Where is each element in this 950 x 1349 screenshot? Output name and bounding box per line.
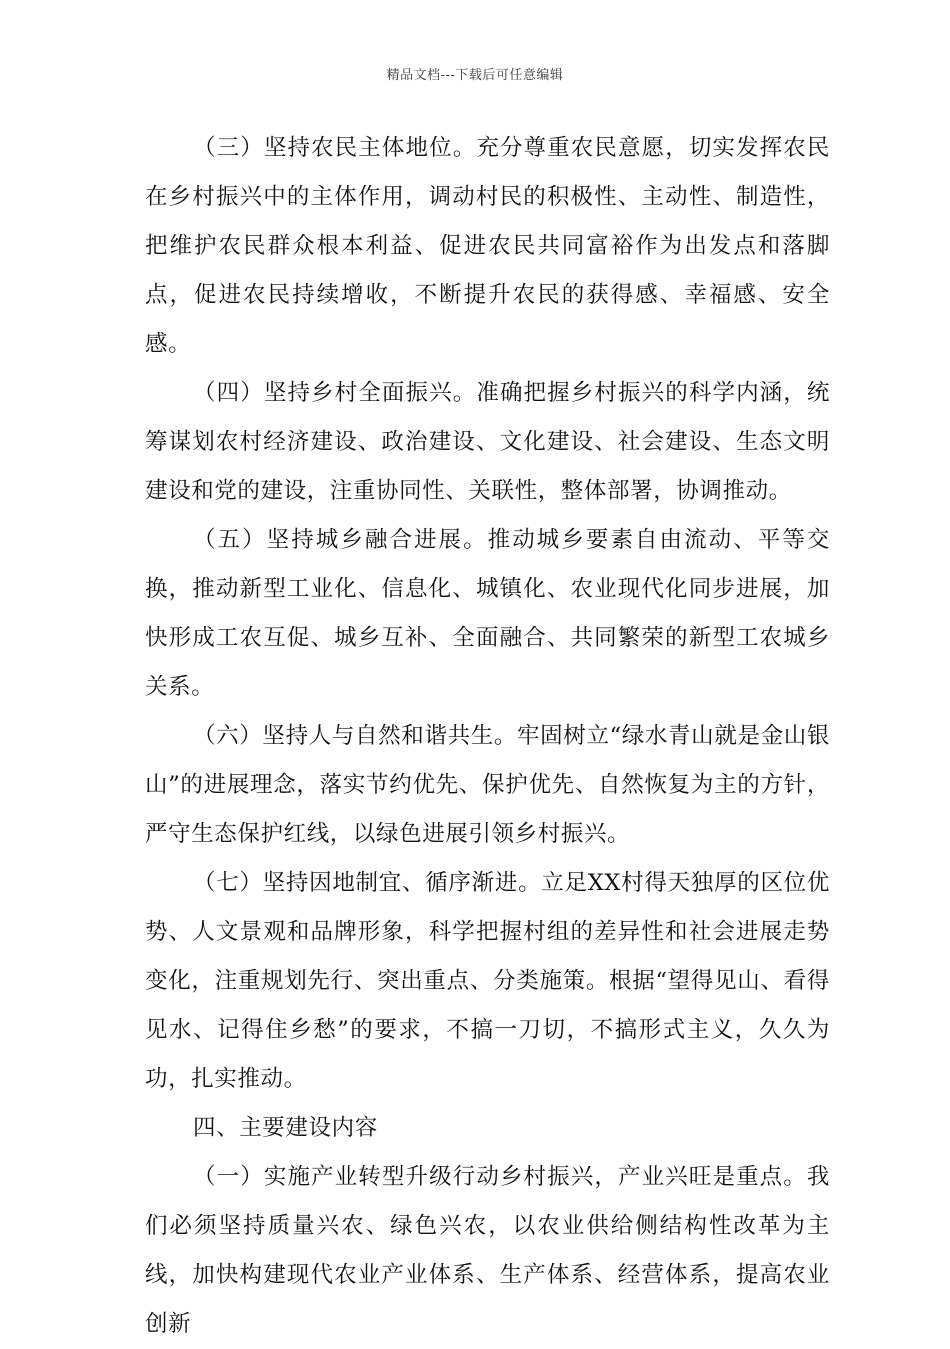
paragraph-principle-7: （七）坚持因地制宜、循序渐进。立足XX村得天独厚的区位优势、人文景观和品牌形象，科学把握村组的差异性和社会进展走势变化，注重规划先行、突出重点、分类施策。根据“望得见山、看得见水、记得住乡愁”的要求，不搞一刀切，不搞形式主义，久久为功，扎实推动。 [145, 870, 830, 1092]
paragraph-principle-3: （三）坚持农民主体地位。充分尊重农民意愿，切实发挥农民在乡村振兴中的主体作用，调动村民的积极性、主动性、制造性，把维护农民群众根本利益、促进农民共同富裕作为出发点和落脚点，促进农民持续增收，不断提升农民的获得感、幸福感、安全感。 [145, 135, 830, 357]
page-header: 精品文档---下载后可任意编辑 [386, 68, 564, 83]
paragraph-principle-6: （六）坚持人与自然和谐共生。牢固树立“绿水青山就是金山银山”的进展理念，落实节约优先、保护优先、自然恢复为主的方针，严守生态保护红线，以绿色进展引领乡村振兴。 [145, 723, 830, 847]
paragraph-content-1: （一）实施产业转型升级行动乡村振兴，产业兴旺是重点。我们必须坚持质量兴农、绿色兴农，以农业供给侧结构性改革为主线，加快构建现代农业产业体系、生产体系、经营体系，提高农业创新 [145, 1164, 830, 1337]
document-body [145, 124, 830, 1349]
paragraph-principle-4: （四）坚持乡村全面振兴。准确把握乡村振兴的科学内涵，统筹谋划农村经济建设、政治建设、文化建设、社会建设、生态文明建设和党的建设，注重协同性、关联性，整体部署，协调推动。 [145, 380, 830, 504]
paragraph-principle-5: （五）坚持城乡融合进展。推动城乡要素自由流动、平等交换，推动新型工业化、信息化、城镇化、农业现代化同步进展，加快形成工农互促、城乡互补、全面融合、共同繁荣的新型工农城乡关系。 [145, 527, 830, 700]
section-heading-main-content: 四、主要建设内容 [193, 1115, 378, 1141]
